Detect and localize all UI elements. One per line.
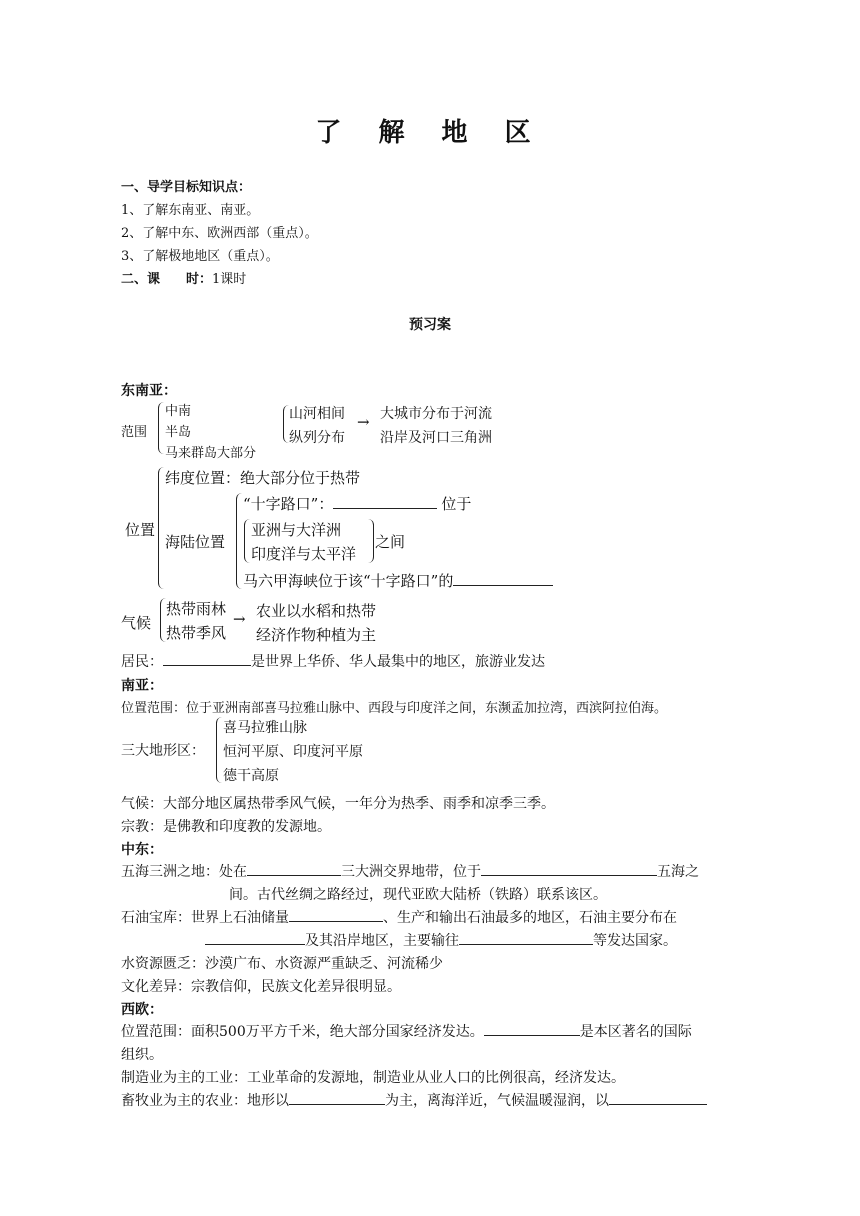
objective-item-1: 1、了解东南亚、南亚。 xyxy=(121,203,260,218)
climate-result-1: 农业以水稻和热带 xyxy=(256,602,377,620)
arrow-icon: → xyxy=(357,413,370,431)
climate-label: 气候 xyxy=(121,614,152,632)
culture-line: 文化差异：宗教信仰，民族文化差异很明显。 xyxy=(121,979,401,995)
five-seas-line xyxy=(121,861,699,881)
landform-item-3: 德干高原 xyxy=(223,768,279,784)
five-seas-c: 五海之 xyxy=(657,864,699,880)
industry-line: 制造业为主的工业：工业革命的发源地，制造业从业人口的比例很高，经济发达。 xyxy=(121,1070,625,1086)
water-line: 水资源匮乏：沙漠广布、水资源严重缺乏、河流稀少 xyxy=(121,956,443,972)
terrain-item-1: 山河相间 xyxy=(289,406,345,422)
between-right-brace xyxy=(367,519,374,563)
oil-b: 、生产和输出石油最多的地区，石油主要分布在 xyxy=(383,910,677,926)
five-seas-b: 三大洲交界地带，位于 xyxy=(341,864,481,880)
climate-item-2: 热带季风 xyxy=(166,624,227,642)
range-brace xyxy=(158,402,165,454)
range-label: 范围 xyxy=(121,425,148,440)
terrain-result-1: 大城市分布于河流 xyxy=(380,406,492,422)
period-label: 二、课 时： xyxy=(121,272,213,287)
between-item-1: 亚洲与大洋洲 xyxy=(251,521,342,539)
climate-item-1: 热带雨林 xyxy=(166,600,227,618)
oil-reserve-blank[interactable] xyxy=(289,907,383,922)
we-range-a: 位置范围：面积500万平方千米，绝大部分国家经济发达。 xyxy=(121,1024,484,1040)
south-asia-range: 位置范围：位于亚洲南部喜马拉雅山脉中、西段与印度洋之间，东濒孟加拉湾，西滨阿拉伯海。 xyxy=(121,701,668,716)
class-period xyxy=(121,268,246,287)
range-item-2: 半岛 xyxy=(165,425,192,440)
page-title: 了 解 地 区 xyxy=(315,118,545,148)
agri-line xyxy=(121,1090,707,1110)
residents-prefix: 居民： xyxy=(121,654,163,670)
south-asia-heading: 南亚： xyxy=(121,678,163,694)
climate-result-2: 经济作物种植为主 xyxy=(256,626,377,644)
five-seas-line-2: 间。古代丝绸之路经过，现代亚欧大陆桥（铁路）联系该区。 xyxy=(229,887,607,903)
malacca-line xyxy=(243,570,553,591)
sea-land-label: 海陆位置 xyxy=(165,533,226,551)
oil-d: 等发达国家。 xyxy=(593,933,677,949)
western-europe-heading: 西欧： xyxy=(121,1002,163,1018)
crossroad-blank[interactable] xyxy=(333,494,437,509)
climate-arrow-icon: → xyxy=(233,610,246,628)
terrain-item-2: 纵列分布 xyxy=(289,430,345,446)
between-item-2: 印度洋与太平洋 xyxy=(251,545,357,563)
terrain-blank[interactable] xyxy=(289,1090,385,1105)
landforms-label: 三大地形区： xyxy=(121,743,205,759)
we-range-b: 是本区著名的国际 xyxy=(579,1024,692,1040)
residents-blank[interactable] xyxy=(163,651,251,666)
crossroad-line xyxy=(243,493,471,514)
continents-blank[interactable] xyxy=(247,861,341,876)
landform-item-1: 喜马拉雅山脉 xyxy=(223,720,307,736)
location-label: 位置 xyxy=(125,521,156,539)
southeast-asia-heading: 东南亚： xyxy=(121,383,177,399)
objective-item-3: 3、了解极地地区（重点）。 xyxy=(121,249,279,264)
terrain-result-2: 沿岸及河口三角洲 xyxy=(380,430,492,446)
objective-item-2: 2、了解中东、欧洲西部（重点）。 xyxy=(121,226,318,241)
preview-title: 预习案 xyxy=(409,317,451,333)
between-brace xyxy=(244,519,251,563)
residents-suffix: 是世界上华侨、华人最集中的地区，旅游业发达 xyxy=(251,654,545,670)
range-item-3: 马来群岛大部分 xyxy=(165,446,257,461)
objectives-heading: 一、导学目标知识点： xyxy=(121,180,252,195)
location-brace xyxy=(158,467,165,589)
we-range-line xyxy=(121,1021,692,1041)
landforms-brace xyxy=(216,717,223,783)
oil-line-2 xyxy=(205,930,677,950)
malacca-blank[interactable] xyxy=(453,571,553,586)
we-range-c: 组织。 xyxy=(121,1047,163,1063)
agri-b: 为主，离海洋近，气候温暖湿润，以 xyxy=(385,1093,609,1109)
landform-item-2: 恒河平原、印度河平原 xyxy=(223,744,363,760)
org-blank[interactable] xyxy=(484,1021,580,1036)
residents-line xyxy=(121,651,545,671)
latitude-position: 纬度位置：绝大部分位于热带 xyxy=(165,469,361,487)
south-asia-religion: 宗教：是佛教和印度教的发源地。 xyxy=(121,819,331,835)
period-value: 1课时 xyxy=(212,272,247,287)
range-item-1: 中南 xyxy=(165,404,192,419)
crossroad-suffix: 位于 xyxy=(441,495,472,513)
oil-export-blank[interactable] xyxy=(459,930,593,945)
malacca-text: 马六甲海峡位于该“十字路口”的 xyxy=(243,572,454,590)
oil-region-blank[interactable] xyxy=(205,930,305,945)
crossroad-label: “十字路口”： xyxy=(243,495,334,513)
oil-line-1 xyxy=(121,907,677,927)
south-asia-climate: 气候：大部分地区属热带季风气候，一年分为热季、雨季和凉季三季。 xyxy=(121,796,555,812)
between-suffix: 之间 xyxy=(375,533,406,551)
middle-east-heading: 中东： xyxy=(121,842,163,858)
five-seas-a: 五海三洲之地：处在 xyxy=(121,864,247,880)
sea-land-brace xyxy=(236,493,243,589)
five-seas-blank[interactable] xyxy=(481,861,657,876)
agri-blank[interactable] xyxy=(609,1090,707,1105)
oil-a: 石油宝库：世界上石油储量 xyxy=(121,910,289,926)
oil-c: 及其沿岸地区，主要输往 xyxy=(305,933,459,949)
agri-a: 畜牧业为主的农业：地形以 xyxy=(121,1093,289,1109)
